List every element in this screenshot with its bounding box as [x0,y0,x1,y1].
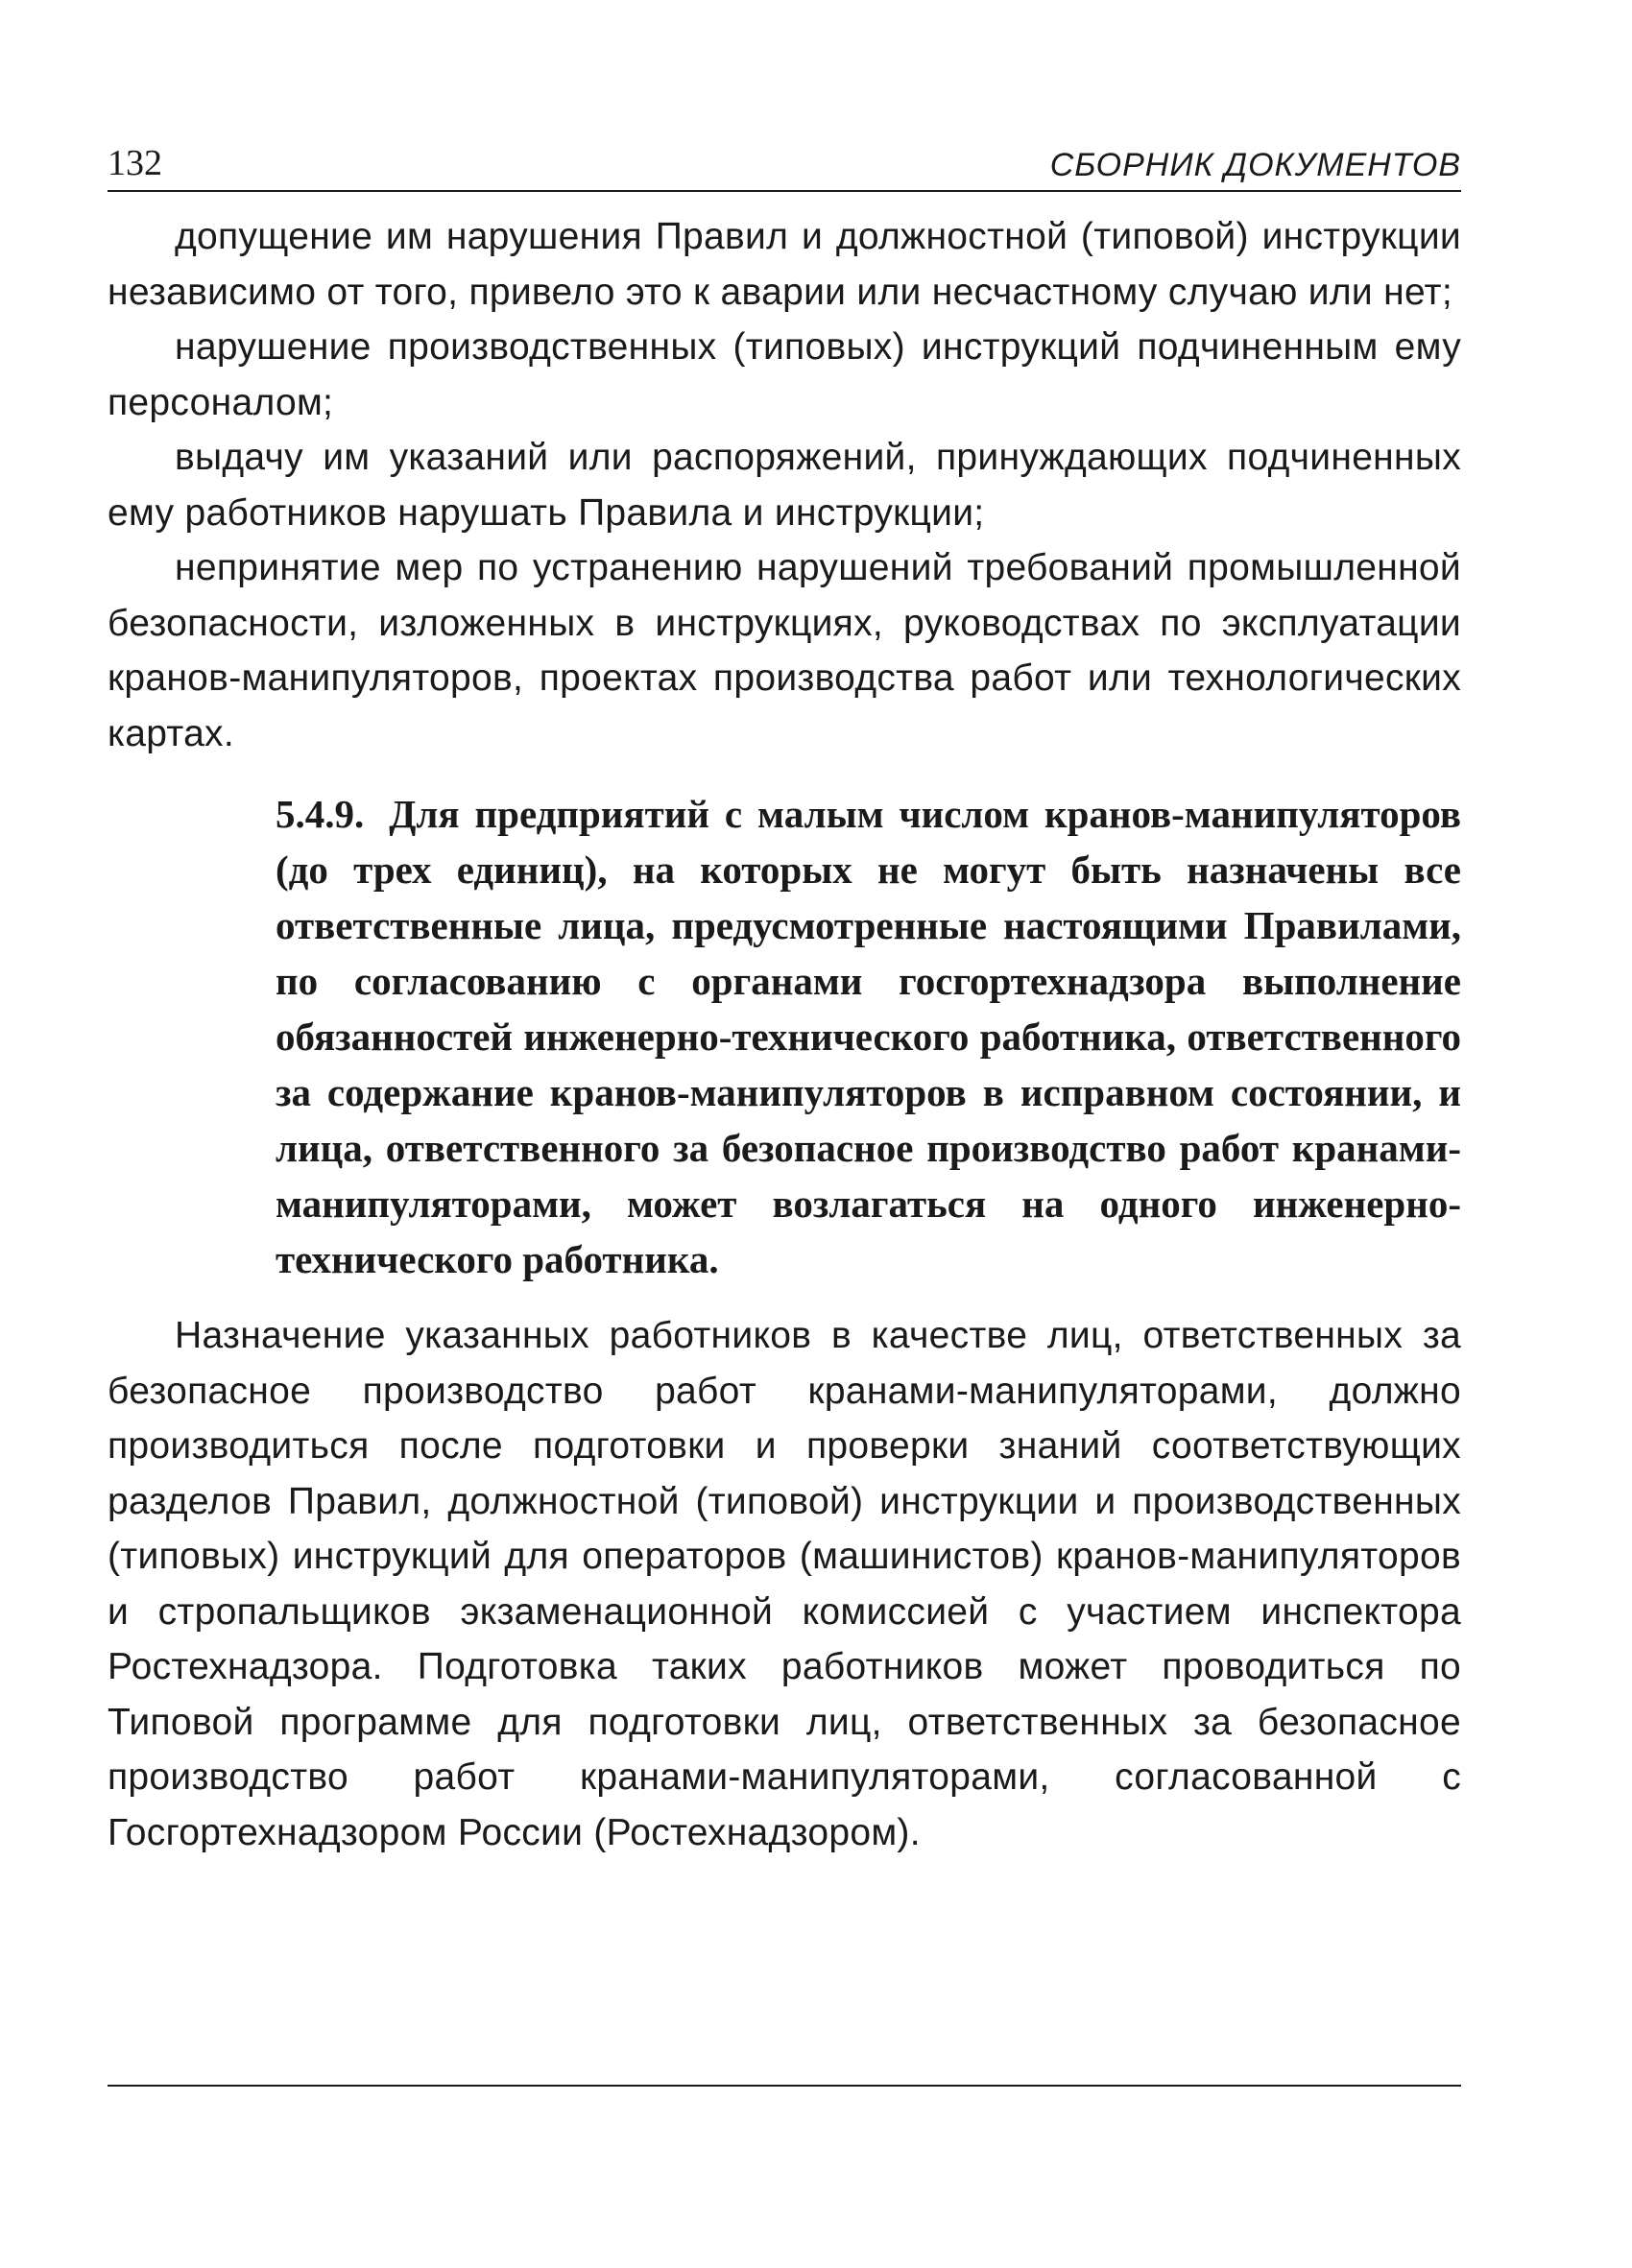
paragraph: нарушение производственных (типовых) инструкций подчиненным ему персоналом; [108,326,1461,423]
clause-number: 5.4.9. [276,792,365,836]
clause-text: Для предприятий с малым числом кранов-манипуляторов (до трех единиц), на которых не могут быть назначены все ответственные лица, предусмотренные настоящими Правилами, по согласованию с органами госгортехнадзора выполнение обязанностей инженерно-технического работника, ответственного за содержание кранов-манипуляторов в исправном состоянии, и лица, ответственного за безопасное производство работ кранами-манипуляторами, может возлагаться на одного инженерно-технического работника. [276,792,1462,1281]
page-header [108,134,1461,192]
running-head: СБОРНИК ДОКУМЕНТОВ [1049,147,1461,183]
paragraph: допущение им нарушения Правил и должностной (типовой) инструкции независимо от того, привело это к аварии или несчастному случаю или нет; [108,216,1461,313]
closing-paragraph: Назначение указанных работников в качестве лиц, ответственных за безопасное производство работ кранами-манипуляторами, должно производиться после подготовки и проверки знаний соответствующих разделов Правил, должностной (типовой) инструкции и производственных (типовых) инструкций для операторов (машинистов) кранов-манипуляторов и стропальщиков экзаменационной комиссией с участием инспектора Ростехнадзора. Подготовка таких работников может проводиться по Типовой программе для подготовки лиц, ответственных за безопасное производство работ кранами-манипуляторами, согласованной с Госгортехнадзором России (Ростехнадзором). [108,1315,1461,1853]
paragraph: выдачу им указаний или распоряжений, принуждающих подчиненных ему работников нарушать Правила и инструкции; [108,437,1461,534]
paragraph: непринятие мер по устранению нарушений требований промышленной безопасности, изложенных в инструкциях, руководствах по эксплуатации кранов-манипуляторов, проектах производства работ или технологических картах. [108,547,1461,754]
document-page [108,134,1461,1860]
clause-5-4-9 [276,786,1461,1287]
footer-rule [108,2085,1461,2087]
page-number: 132 [108,143,162,183]
